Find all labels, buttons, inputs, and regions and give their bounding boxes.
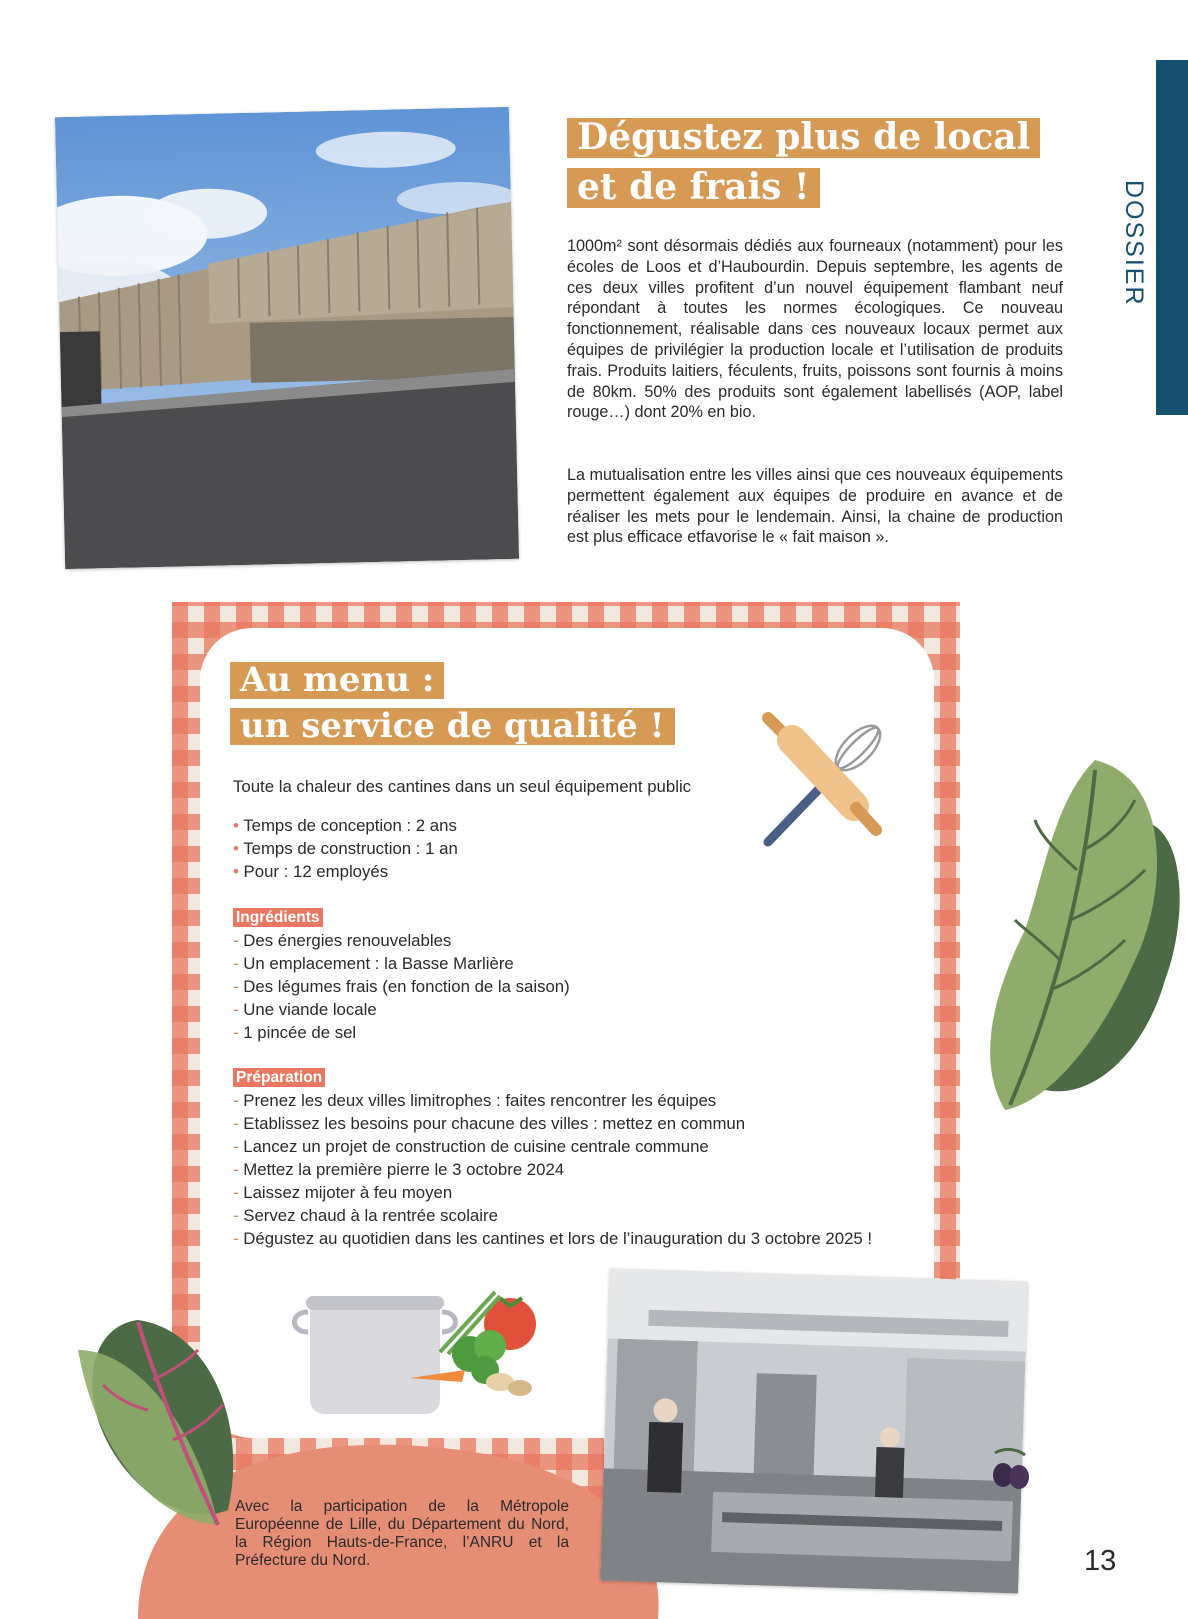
preparation-label: Préparation xyxy=(233,1068,325,1087)
bullet: • xyxy=(233,862,244,881)
article-title-line-2: et de frais ! xyxy=(567,168,820,208)
section-label-dossier: DOSSIER xyxy=(1120,180,1148,307)
ingredient-item: - Un emplacement : la Basse Marlière xyxy=(233,954,514,973)
bullet: • xyxy=(233,839,244,858)
article-title-line-1: Dégustez plus de local xyxy=(567,118,1040,158)
leaf-decoration-left xyxy=(78,1310,248,1540)
article-paragraph-2: La mutualisation entre les villes ainsi que ces nouveaux équipements permettent également aux équipes de produire en avance et de réaliser les mets pour le lendemain. Ainsi, la chaine de production est plus efficace etfavorise le « fait maison ». xyxy=(567,466,1063,547)
fact-item: • Temps de construction : 1 an xyxy=(233,839,458,858)
preparation-list xyxy=(233,1089,893,1250)
olives-decoration xyxy=(985,1445,1035,1495)
ingredients-list xyxy=(233,929,570,1044)
fact-item: • Temps de conception : 2 ans xyxy=(233,816,457,835)
credits-text: Avec la participation de la Métropole Européenne de Lille, du Département du Nord, la Région Hauts-de-France, l’ANRU et la Préfecture du Nord. xyxy=(235,1498,569,1569)
ingredients-label: Ingrédients xyxy=(233,908,323,927)
cooking-pot-illustration xyxy=(290,1282,540,1432)
ingredient-item: - Des énergies renouvelables xyxy=(233,931,452,950)
preparation-step: - Dégustez au quotidien dans les cantines et lors de l’inauguration du 3 octobre 2025 ! xyxy=(233,1229,873,1248)
preparation-step: - Laissez mijoter à feu moyen xyxy=(233,1183,453,1202)
preparation-step: - Lancez un projet de construction de cuisine centrale commune xyxy=(233,1137,709,1156)
preparation-step: - Prenez les deux villes limitrophes : faites rencontrer les équipes xyxy=(233,1091,717,1110)
building-photo xyxy=(55,107,519,569)
preparation-step: - Mettez la première pierre le 3 octobre 2024 xyxy=(233,1160,565,1179)
leaf-decoration-right xyxy=(985,760,1188,1120)
kitchen-photo xyxy=(600,1269,1028,1594)
menu-title-line-1: Au menu : xyxy=(230,662,444,699)
fact-item: • Pour : 12 employés xyxy=(233,862,389,881)
article-paragraph-1: 1000m² sont désormais dédiés aux fourneaux (notamment) pour les écoles de Loos et d’Haubourdin. Depuis septembre, les agents de ces deux villes profitent d’un nouvel équipement flambant neuf répondant à toutes les normes écologiques. Ce nouveau fonctionnement, réalisable dans ces nouveaux locaux permet aux équipes de privilégier la production locale et l’utilisation de produits frais. Produits laitiers, féculents, fruits, poissons sont fournis à moins de 80km. 50% des produits sont également labellisés (AOP, label rouge…) dont 20% en bio. xyxy=(567,237,1063,422)
page-number: 13 xyxy=(1084,1545,1117,1577)
ingredient-item: - 1 pincée de sel xyxy=(233,1023,357,1042)
menu-intro: Toute la chaleur des cantines dans un seul équipement public xyxy=(233,777,692,796)
preparation-step: - Etablissez les besoins pour chacune des villes : mettez en commun xyxy=(233,1114,746,1133)
ingredient-item: - Des légumes frais (en fonction de la saison) xyxy=(233,977,570,996)
preparation-step: - Servez chaud à la rentrée scolaire xyxy=(233,1206,498,1225)
ingredient-item: - Une viande locale xyxy=(233,1000,377,1019)
facts-list xyxy=(233,814,458,883)
side-tab xyxy=(1156,60,1188,415)
bullet: • xyxy=(233,816,244,835)
rolling-pin-whisk-illustration xyxy=(758,710,888,850)
menu-title-line-2: un service de qualité ! xyxy=(230,708,675,745)
